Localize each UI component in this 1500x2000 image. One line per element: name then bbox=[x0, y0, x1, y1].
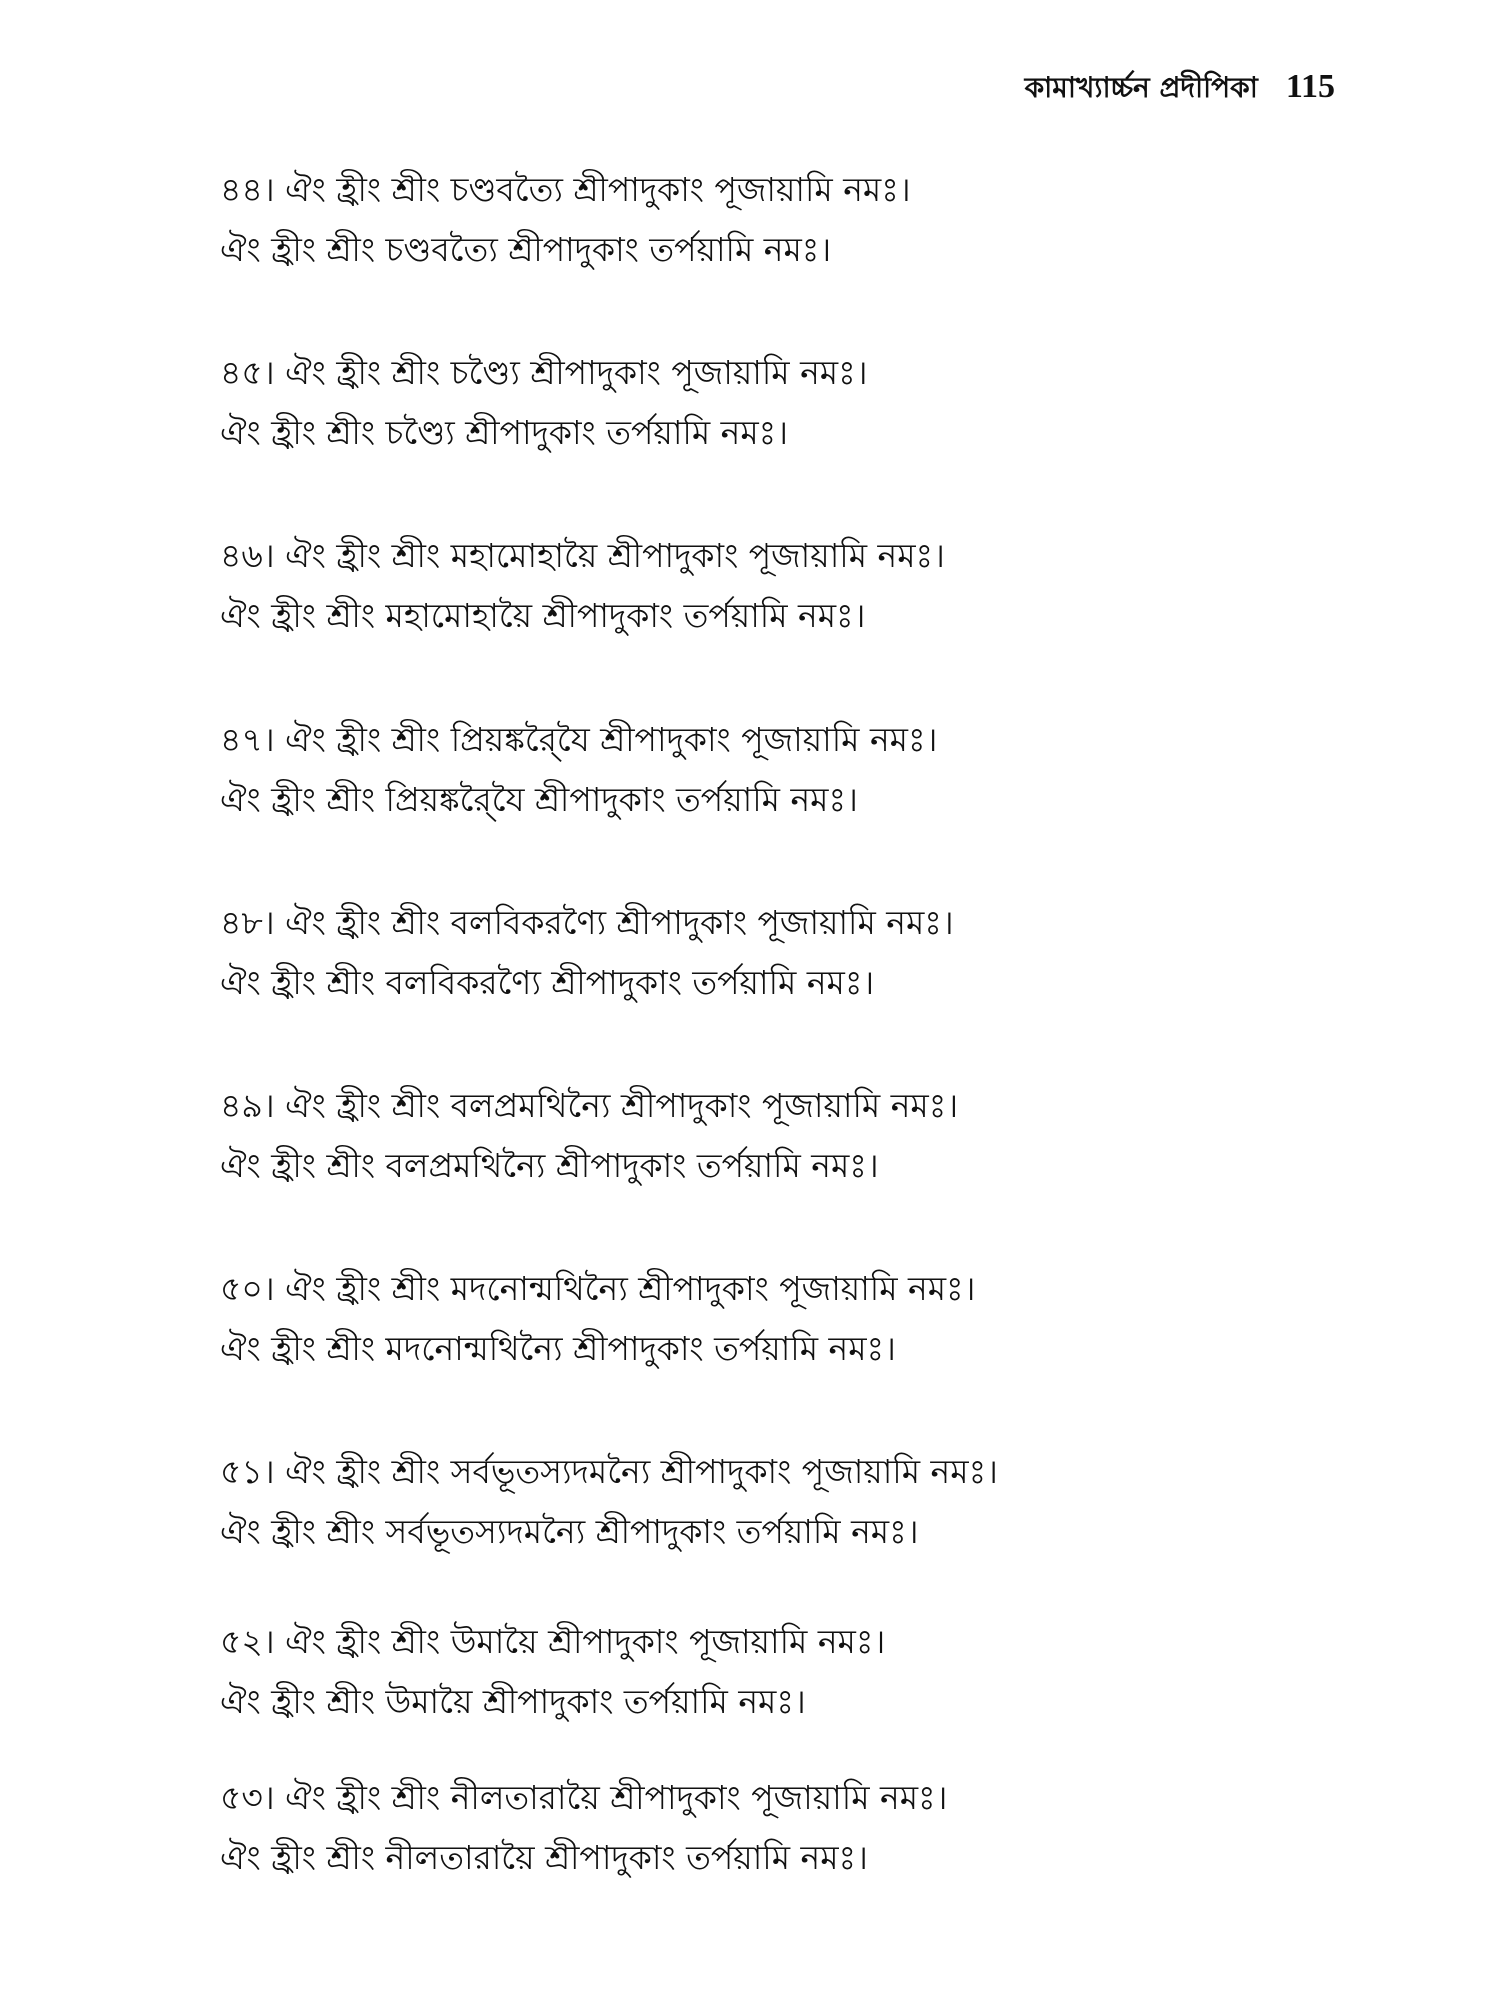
verse-line-puja: ৪৯। ঐং হ্রীং শ্রীং বলপ্রমথিন্যৈ শ্রীপাদুকাং পূজায়ামি নমঃ। bbox=[220, 1086, 959, 1125]
verse-line-tarpan: ঐং হ্রীং শ্রীং উমায়ৈ শ্রীপাদুকাং তর্পয়ামি নমঃ। bbox=[220, 1682, 806, 1721]
verse-line-tarpan: ঐং হ্রীং শ্রীং মহামোহায়ৈ শ্রীপাদুকাং তর্পয়ামি নমঃ। bbox=[220, 596, 866, 635]
verse-line-puja: ৪৭। ঐং হ্রীং শ্রীং প্রিয়ঙ্করৈ্যৈ শ্রীপাদুকাং পূজায়ামি নমঃ। bbox=[220, 720, 938, 759]
verse-line-puja: ৫০। ঐং হ্রীং শ্রীং মদনোন্মথিন্যৈ শ্রীপাদুকাং পূজায়ামি নমঃ। bbox=[220, 1269, 976, 1308]
verse-line-puja: ৪৪। ঐং হ্রীং শ্রীং চণ্ডবত্যৈ শ্রীপাদুকাং পূজায়ামি নমঃ। bbox=[220, 170, 911, 209]
verse-line-puja: ৫২। ঐং হ্রীং শ্রীং উমায়ৈ শ্রীপাদুকাং পূজায়ামি নমঃ। bbox=[220, 1622, 886, 1661]
verse-line-puja: ৪৫। ঐং হ্রীং শ্রীং চণ্ড্যৈ শ্রীপাদুকাং পূজায়ামি নমঃ। bbox=[220, 353, 868, 392]
book-title: কামাখ্যার্চ্চন প্রদীপিকা bbox=[1024, 71, 1258, 104]
verse-block-48 bbox=[220, 893, 1360, 1013]
verse-line-puja: ৪৮। ঐং হ্রীং শ্রীং বলবিকরণ্যৈ শ্রীপাদুকাং পূজায়ামি নমঃ। bbox=[220, 903, 954, 942]
verse-line-puja: ৫৩। ঐং হ্রীং শ্রীং নীলতারায়ৈ শ্রীপাদুকাং পূজায়ামি নমঃ। bbox=[220, 1778, 948, 1817]
verse-line-tarpan: ঐং হ্রীং শ্রীং বলবিকরণ্যৈ শ্রীপাদুকাং তর্পয়ামি নমঃ। bbox=[220, 963, 875, 1002]
verse-block-46 bbox=[220, 526, 1360, 646]
page-number: 115 bbox=[1285, 68, 1335, 105]
verse-block-47 bbox=[220, 710, 1360, 830]
verse-block-52 bbox=[220, 1612, 1360, 1732]
verse-line-tarpan: ঐং হ্রীং শ্রীং মদনোন্মথিন্যৈ শ্রীপাদুকাং তর্পয়ামি নমঃ। bbox=[220, 1329, 896, 1368]
verse-block-45 bbox=[220, 343, 1360, 463]
verse-block-50 bbox=[220, 1259, 1360, 1379]
verse-line-tarpan: ঐং হ্রীং শ্রীং সর্বভূতস্যদমন্যৈ শ্রীপাদুকাং তর্পয়ামি নমঃ। bbox=[220, 1512, 919, 1551]
verse-line-tarpan: ঐং হ্রীং শ্রীং চণ্ডবত্যৈ শ্রীপাদুকাং তর্পয়ামি নমঃ। bbox=[220, 230, 832, 269]
verse-block-53 bbox=[220, 1768, 1360, 1888]
verse-line-tarpan: ঐং হ্রীং শ্রীং বলপ্রমথিন্যৈ শ্রীপাদুকাং তর্পয়ামি নমঃ। bbox=[220, 1146, 879, 1185]
running-header bbox=[1025, 66, 1335, 116]
verse-block-49 bbox=[220, 1076, 1360, 1196]
verse-line-tarpan: ঐং হ্রীং শ্রীং প্রিয়ঙ্করৈ্যৈ শ্রীপাদুকাং তর্পয়ামি নমঃ। bbox=[220, 780, 858, 819]
verse-block-44 bbox=[220, 160, 1360, 280]
verse-line-puja: ৫১। ঐং হ্রীং শ্রীং সর্বভূতস্যদমন্যৈ শ্রীপাদুকাং পূজায়ামি নমঃ। bbox=[220, 1452, 998, 1491]
verse-line-tarpan: ঐং হ্রীং শ্রীং নীলতারায়ৈ শ্রীপাদুকাং তর্পয়ামি নমঃ। bbox=[220, 1838, 868, 1877]
verse-line-puja: ৪৬। ঐং হ্রীং শ্রীং মহামোহায়ৈ শ্রীপাদুকাং পূজায়ামি নমঃ। bbox=[220, 536, 945, 575]
verse-block-51 bbox=[220, 1442, 1360, 1562]
verse-line-tarpan: ঐং হ্রীং শ্রীং চণ্ড্যৈ শ্রীপাদুকাং তর্পয়ামি নমঃ। bbox=[220, 413, 789, 452]
